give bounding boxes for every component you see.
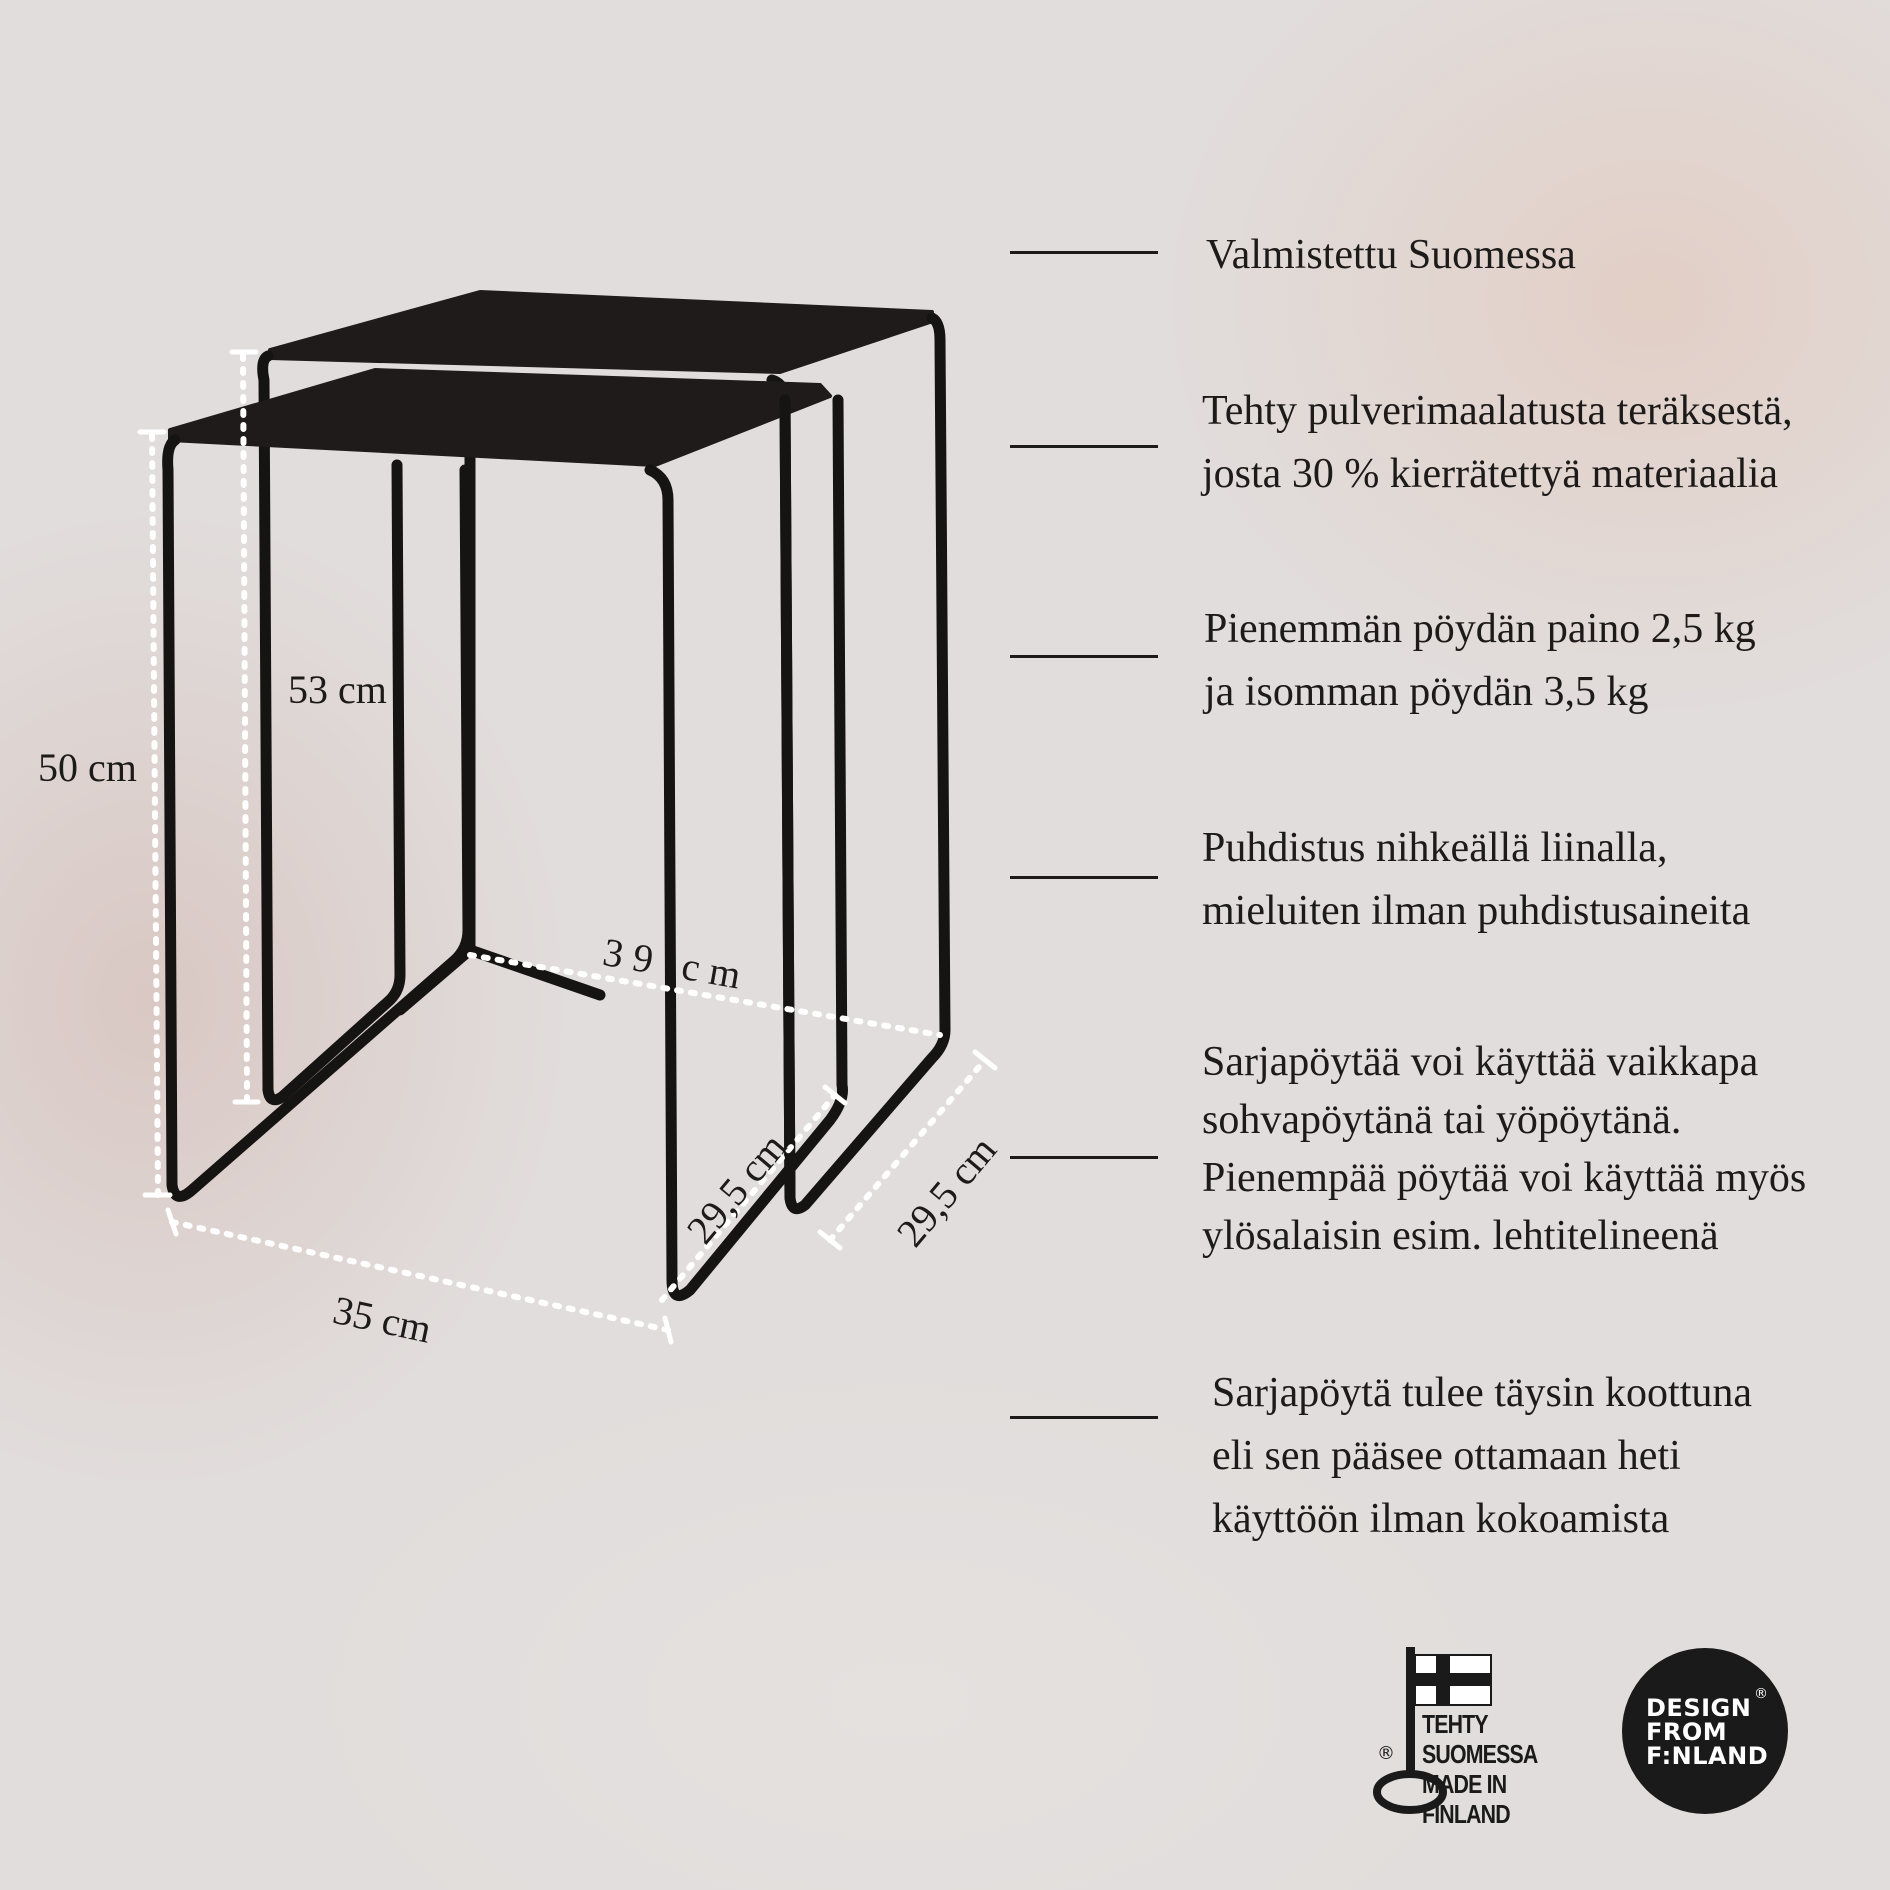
feature-text: Puhdistus nihkeällä liinalla, mieluiten ilman puhdistusaineita <box>1202 825 1751 934</box>
leader-line <box>1010 655 1158 658</box>
dim-label-depth-large: 29,5 cm <box>887 1127 1006 1255</box>
leader-line <box>1010 876 1158 879</box>
key-flag-logo <box>1370 1645 1590 1829</box>
leader-line <box>1010 445 1158 448</box>
large-table-top <box>270 292 932 372</box>
key-flag-text: TEHTY SUOMESSA MADE IN FINLAND <box>1422 1709 1538 1829</box>
leader-line <box>1010 1416 1158 1419</box>
key-flag-registered: ® <box>1377 1743 1395 1764</box>
design-from-finland-registered: ® <box>1754 1686 1768 1702</box>
key-shaft <box>1406 1647 1415 1775</box>
dim-label-width-large: 39 cm <box>599 929 755 1000</box>
large-table-rear-leg <box>400 455 470 1010</box>
cap-width-small-right <box>665 1318 671 1342</box>
dim-label-width-small: 35 cm <box>329 1287 436 1352</box>
small-table-leg-left <box>168 440 468 1196</box>
large-table-leg-left <box>263 356 400 1100</box>
design-from-finland-text: DESIGN FROM F:NLAND <box>1646 1694 1769 1770</box>
small-table-leg-right-inner <box>785 400 790 1198</box>
cap-depth-large-bottom <box>820 1232 840 1248</box>
design-from-finland-logo <box>1622 1648 1788 1814</box>
feature-text: Valmistettu Suomessa <box>1206 232 1576 278</box>
feature-text: Sarjapöytää voi käyttää vaikkapa sohvapöytänä tai yöpöytänä. Pienempää pöytää voi käyttää myös ylösalaisin esim. lehtitelineenä <box>1202 1039 1807 1259</box>
dim-label-height-large: 53 cm <box>288 667 387 712</box>
leader-line <box>1010 251 1158 254</box>
dim-line-height-large <box>243 355 247 1100</box>
feature-text: Sarjapöytä tulee täysin koottuna eli sen pääsee ottamaan heti käyttöön ilman kokoamista <box>1212 1370 1753 1542</box>
dim-line-height-small <box>152 435 158 1195</box>
feature-text: Tehty pulverimaalatusta teräksestä, josta 30 % kierrätettyä materiaalia <box>1202 388 1793 497</box>
large-table-leg-right <box>772 318 945 1209</box>
dim-label-depth-small: 29,5 cm <box>677 1124 796 1252</box>
leader-line <box>1010 1156 1158 1159</box>
feature-text: Pienemmän pöydän paino 2,5 kg ja isomman pöydän 3,5 kg <box>1204 606 1756 715</box>
dim-label-height-small: 50 cm <box>38 745 137 790</box>
flag-cross-h <box>1415 1673 1491 1686</box>
dimension-lines <box>152 355 985 1330</box>
